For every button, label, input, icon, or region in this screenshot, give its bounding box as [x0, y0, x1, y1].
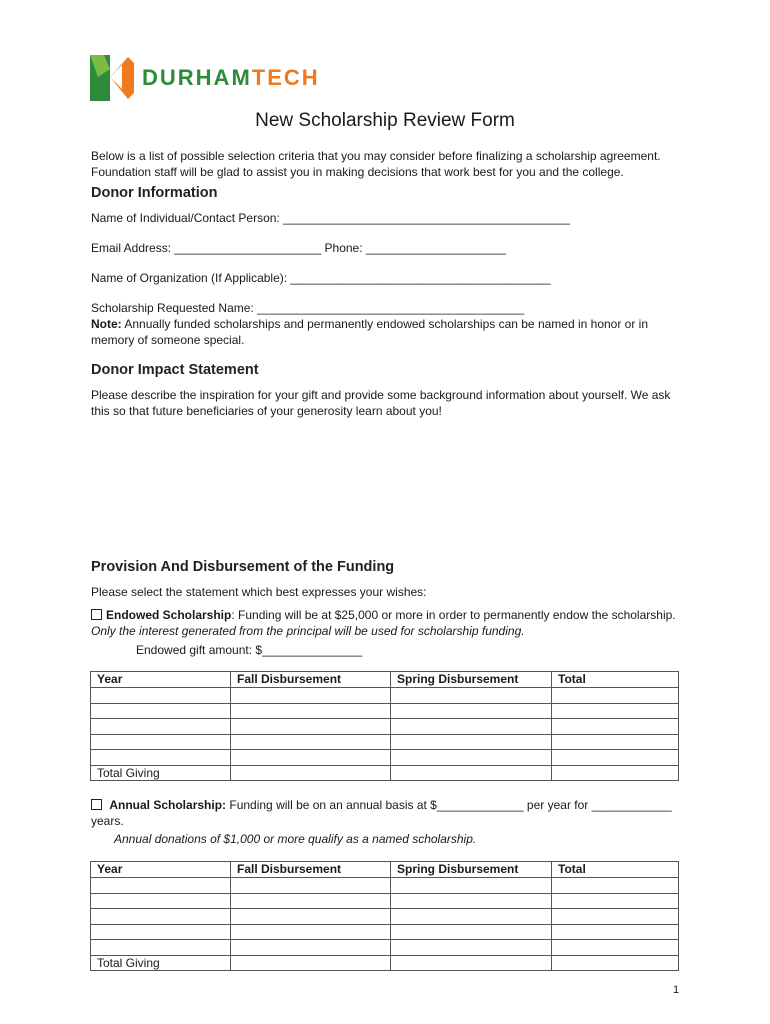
header-spring: Spring Disbursement — [391, 672, 552, 688]
endowed-text: : Funding will be at $25,000 or more in order to permanently endow the scholarship. — [231, 608, 676, 622]
cell[interactable] — [231, 940, 391, 956]
annual-checkbox[interactable] — [91, 799, 102, 810]
cell[interactable] — [231, 719, 391, 735]
table-row[interactable] — [91, 703, 679, 719]
cell[interactable] — [552, 940, 679, 956]
total-giving-row[interactable] — [91, 955, 679, 971]
durham-tech-logo — [90, 55, 320, 101]
logo-mark-icon — [90, 55, 134, 101]
cell[interactable] — [391, 909, 552, 925]
cell[interactable] — [552, 750, 679, 766]
cell[interactable] — [231, 765, 391, 781]
organization-field[interactable]: Name of Organization (If Applicable): _______________________________________ — [91, 271, 551, 285]
annual-table — [90, 861, 679, 971]
total-giving-row[interactable] — [91, 765, 679, 781]
cell[interactable] — [231, 703, 391, 719]
page-number: 1 — [673, 984, 680, 996]
impact-heading: Donor Impact Statement — [91, 362, 259, 378]
endowed-label: Endowed Scholarship — [106, 608, 232, 622]
cell[interactable] — [552, 955, 679, 971]
annual-option[interactable] — [91, 797, 691, 829]
cell[interactable] — [552, 909, 679, 925]
provision-heading: Provision And Disbursement of the Funding — [91, 559, 395, 575]
total-giving-label: Total Giving — [91, 765, 231, 781]
endowed-italic: Only the interest generated from the principal will be used for scholarship funding. — [91, 624, 525, 638]
table-row[interactable] — [91, 924, 679, 940]
cell[interactable] — [231, 750, 391, 766]
cell[interactable] — [552, 893, 679, 909]
cell[interactable] — [231, 878, 391, 894]
table-row[interactable] — [91, 750, 679, 766]
header-spring: Spring Disbursement — [391, 862, 552, 878]
cell[interactable] — [231, 909, 391, 925]
cell[interactable] — [552, 734, 679, 750]
table-header-row — [91, 862, 679, 878]
email-phone-field[interactable]: Email Address: ______________________ Phone: _____________________ — [91, 241, 507, 255]
cell[interactable] — [391, 750, 552, 766]
contact-name-field[interactable]: Name of Individual/Contact Person: ___________________________________________ — [91, 211, 571, 225]
cell[interactable] — [231, 893, 391, 909]
scholarship-name-field[interactable]: Scholarship Requested Name: ________________________________________ — [91, 301, 525, 315]
cell[interactable] — [391, 703, 552, 719]
endowed-table — [90, 671, 679, 781]
cell[interactable] — [91, 878, 231, 894]
cell[interactable] — [391, 688, 552, 704]
annual-italic-note: Annual donations of $1,000 or more qualify as a named scholarship. — [114, 832, 477, 846]
endowed-checkbox[interactable] — [91, 609, 102, 620]
cell[interactable] — [91, 688, 231, 704]
cell[interactable] — [91, 940, 231, 956]
table-row[interactable] — [91, 878, 679, 894]
cell[interactable] — [91, 924, 231, 940]
cell[interactable] — [91, 734, 231, 750]
total-giving-label: Total Giving — [91, 955, 231, 971]
impact-text: Please describe the inspiration for your gift and provide some background information about yourself. We ask this so that future beneficiaries of your generosity learn about you! — [91, 388, 671, 418]
cell[interactable] — [91, 750, 231, 766]
cell[interactable] — [391, 719, 552, 735]
cell[interactable] — [231, 734, 391, 750]
table-header-row — [91, 672, 679, 688]
header-fall: Fall Disbursement — [231, 672, 391, 688]
cell[interactable] — [552, 688, 679, 704]
cell[interactable] — [391, 878, 552, 894]
note-body: Annually funded scholarships and permanently endowed scholarships can be named in honor or in memory of someone special. — [91, 317, 649, 347]
cell[interactable] — [552, 924, 679, 940]
annual-text: Funding will be on an annual basis at $_____________ per year for ____________ years. — [91, 798, 672, 828]
donor-info-heading: Donor Information — [91, 185, 218, 201]
cell[interactable] — [391, 955, 552, 971]
note-text — [91, 316, 691, 348]
cell[interactable] — [552, 765, 679, 781]
table-row[interactable] — [91, 734, 679, 750]
cell[interactable] — [391, 940, 552, 956]
logo-wordmark: DURHAMTECH — [142, 65, 320, 90]
table-row[interactable] — [91, 719, 679, 735]
cell[interactable] — [391, 924, 552, 940]
cell[interactable] — [91, 909, 231, 925]
table-row[interactable] — [91, 688, 679, 704]
cell[interactable] — [552, 878, 679, 894]
header-total: Total — [552, 672, 679, 688]
cell[interactable] — [231, 688, 391, 704]
table-row[interactable] — [91, 909, 679, 925]
cell[interactable] — [231, 955, 391, 971]
cell[interactable] — [231, 924, 391, 940]
header-total: Total — [552, 862, 679, 878]
page-title: New Scholarship Review Form — [255, 110, 515, 131]
annual-label: Annual Scholarship: — [109, 798, 227, 812]
table-row[interactable] — [91, 940, 679, 956]
cell[interactable] — [391, 734, 552, 750]
cell[interactable] — [391, 765, 552, 781]
provision-instruction: Please select the statement which best expresses your wishes: — [91, 585, 427, 599]
cell[interactable] — [91, 703, 231, 719]
cell[interactable] — [552, 703, 679, 719]
endowed-option[interactable] — [91, 607, 691, 639]
cell[interactable] — [552, 719, 679, 735]
cell[interactable] — [91, 719, 231, 735]
header-year: Year — [91, 672, 231, 688]
cell[interactable] — [91, 893, 231, 909]
header-fall: Fall Disbursement — [231, 862, 391, 878]
header-year: Year — [91, 862, 231, 878]
cell[interactable] — [391, 893, 552, 909]
endowed-amount-field[interactable]: Endowed gift amount: $_______________ — [136, 643, 363, 657]
note-label: Note: — [91, 317, 122, 331]
table-row[interactable] — [91, 893, 679, 909]
intro-text: Below is a list of possible selection criteria that you may consider before finalizing a scholarship agreement. Foundation staff will be glad to assist you in making decisions that work best for you and the college. — [91, 149, 661, 179]
